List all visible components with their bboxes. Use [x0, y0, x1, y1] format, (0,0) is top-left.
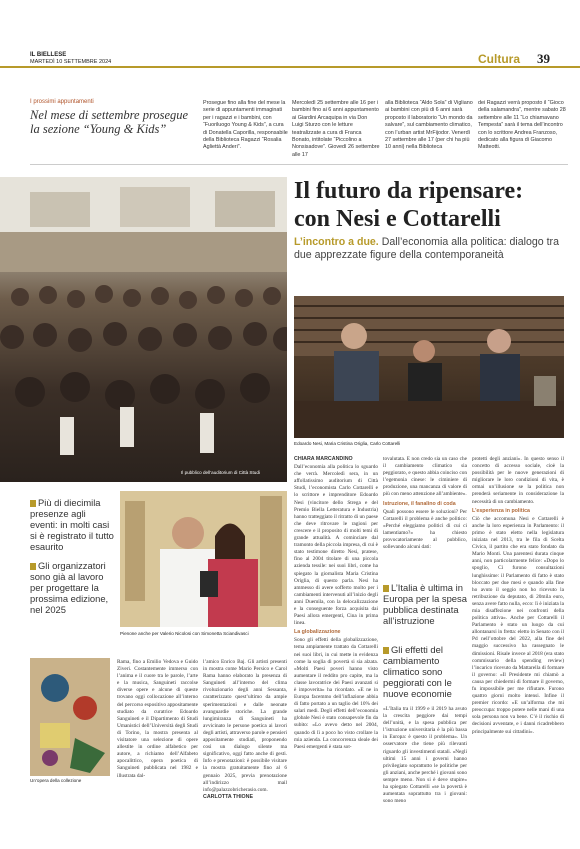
pull-quote-1-text: Più di diecimila presenze agli eventi: in molti casi si è registrato il tutto esaurito	[30, 497, 114, 552]
article-column-2	[383, 456, 467, 592]
events-col-4: dei Ragazzi verrà proposto il “Gioco della salamandra”, mentre sabato 28 settembre alle 11 “Lo chiamavano Tempesta” sarà il tema dell’incontro con lo scrittore Andrea Franzoso, dedicato alla figura di Giacomo Matteotti.	[478, 100, 566, 151]
events-divider	[30, 164, 568, 165]
pull-quote-2	[30, 560, 114, 615]
article-col1-text-2: Sono gli effetti della globalizzazione, tema ampiamente trattato da Cottarelli nei suoi libri, in cui mette in evidenza come la soglia di povertà si sia alzata. «Molti Paesi poveri hanno visto aumentare il reddito pro capite, ma la classe lavoratrice dei Paesi avanzati si è impoverita» ha ricordato. «E ne in Europa facemmo dell’inflazione abbia di fatto portato a un taglio del 10% dei salari medi. Degli effetti dell’economia globale Nesi è stato consapevole fin da subito: «Lo avevo detto nel 2004, quando di lì a poco ho visto crollare la mia azienda. La concorrenza sleale dei Paesi emergenti è stata sot-	[294, 637, 378, 750]
events-kicker: I prossimi appuntamenti	[30, 99, 94, 105]
article-col3-text-2: Ciò che accomuna Nesi e Cottarelli è anche la loro esperienza in Parlamento: il primo è stato eletto nella legislatura iniziata nel 2013, tra le fila di Scelta Civica, il partito che era stato fondato da Mario Monti. Una parentesi durata cinque anni, non particolarmente felice: «Dopo lo spoglio, Ci furono consultazioni lunghissime: il Parlamento di fatto è stato bloccato per due mesi e quando alla fine ho avuto il seggio non ho ricevuto la retribuzione da deputato, di 20mila euro, senza avere fatto nulla, ecco: lì è iniziata la mia disaffezione nei confronti della politica attiva». Anche per Cottarelli il Parlamento è stato un luogo da cui allontanarsi in fretta: eletto in Senato con il Pd nell’ottobre del 2022, alla fine del maggio successivo ha rassegnato le dimissioni. Risale invece al 2018 (era stato commissario della spending review) l’incarico ricevuto da Mattarella di formare il governo: «Il Presidente mi chiamò a causa per chiedermi di formare il governo, fu impossibile per me rifiutare. Furono quattro giorni molto intensi. Infine il premier ricordo: «E un’alforma che mi preoccupa: troppo potere nelle mani di una sola persona non va bene. C’è il rischio di decisioni avventate, e i danni ricadrebbero principalmente sui cittadini».	[472, 515, 564, 735]
article-column-2b	[383, 706, 467, 846]
speakers-illustration	[294, 296, 564, 438]
section-label: Cultura	[478, 52, 520, 66]
art-column-1: Rama, fino a Emilio Vedova e Guido Ziveri. Costantemente immerso con l’anima e il cuore tra le parole, l’arte e la musica, Sanguineti raccolse diverse opere e alcune di queste trovano oggi collocazione all’interno del percorso espositivo appositamente studiato da curatrice Edoardo Sanguineti e il Dipartimento di Studi Umanistici dell’Università degli Studi di Torino, la mostra presenta al visitatore una selezione di opere allestite in ordine alfabetico per autore, a richiamo dell’Alfabeto apocalittico, opera poetica di Sanguineti pubblicata nel 1982 e illustrata dal-	[117, 659, 198, 779]
auditorium-photo	[0, 177, 287, 482]
header-bar-cover	[0, 68, 580, 94]
article-title: Il futuro da ripensare: con Nesi e Cottarelli	[294, 178, 524, 232]
auditorium-caption: Il pubblico dell’auditorium di Città Studi	[181, 470, 260, 475]
subhead-esperienza: L’esperienza in politica	[472, 507, 530, 514]
pull-quote-1	[30, 497, 114, 552]
artwork-caption: Un’opera della collezione	[30, 778, 82, 783]
article-byline: CHIARA MARCANDINO	[294, 456, 353, 462]
pull-quote-marker	[383, 585, 389, 592]
subhead-istruzione: Istruzione, il fanalino di coda	[383, 500, 456, 507]
header-rule	[0, 66, 580, 68]
auditorium-illustration	[0, 177, 287, 482]
lead-text: Dall’economia alla politica: dialogo tra due apprezzate figure della contemporaneità	[294, 236, 559, 261]
article-column-1	[294, 456, 378, 846]
portrait-illustration	[120, 491, 287, 627]
events-headline: Nel mese di settembre prosegue la sezione “Young & Kids”	[30, 108, 189, 136]
artwork-photo	[30, 658, 110, 776]
article-lead	[294, 236, 564, 262]
page-number: 39	[537, 51, 550, 66]
issue-date: MARTEDÌ 10 SETTEMBRE 2024	[30, 58, 112, 65]
pull-quote-3	[383, 582, 469, 626]
pull-quote-4-text: Gli effetti del cambiamento climatico sono peggiorati con le nuove economie	[383, 644, 452, 699]
events-col-3: alla Biblioteca “Aldo Sola” di Vigliano ai bambini con più di 6 anni sarà proposto il laboratorio “Un mondo da salvare”, sul cambiamento climatico, con l’urban artist MrFijodor. Venerdì 27 settembre alle 17 (per chi ha più 10 anni) nella Biblioteca	[385, 100, 473, 151]
article-col3-text: protetti degli anziani». In questo senso il concetto di accesso sociale, cioè la possibilità per le nuove generazioni di migliorare le loro condizioni di vita, è ormai un’illusione se la politica non prenderà seriamente in considerazione la necessità di un cambiamento.	[472, 456, 564, 505]
article-col2-text: tovalutata. E non credo sia un caso che il cambiamento climatico sia peggiorato, e questo abbia coinciso con l’egemonia cinese: le ciminiere di produzione, una mancanza di valore di più con meno attenzione all’ambiente».	[383, 456, 467, 498]
events-col-2: Mercoledì 25 settembre alle 16 per i bambini fino ai 6 anni appuntamento ai Giardini Arcaquipa in via Don Luigi Sturzo con le letture teatralizzate a cura di Franca Bonato, intitolate “Piccolino a Nonsisadove”. Giovedì 26 settembre alle 17	[292, 100, 380, 158]
speakers-caption: Edoardo Nesi, Maria Cristina Origlia, Carlo Cottarelli	[294, 441, 401, 446]
art-column-2	[203, 659, 287, 801]
artwork-illustration	[30, 658, 110, 776]
speakers-photo	[294, 296, 564, 438]
pull-quote-marker	[30, 563, 36, 570]
portrait-photo	[120, 491, 287, 627]
masthead	[30, 52, 111, 65]
portrait-caption: Pienone anche per Valerio Nicolosi con Simonetta Sciandivasci	[120, 631, 249, 636]
paper-name: IL BIELLESE	[30, 52, 67, 58]
article-col2-text-3: «L’Italia tra il 1999 e il 2019 ha avuto la crescita peggiore dai tempi dell’unità, e la spesa pubblica per l’istruzione universitaria è la più bassa in Europa: è questo il problema». Un osservatore che tiene più rilevanti riguardo gli investimenti statali. «Negli ultimi 15 anni i governi hanno privilegiato soprattutto le politiche per gli anziani, anche perché i giovani sono sempre meno. Non si è deve stupire» ha spiegato Cottarelli «se la povertà è aumentata soprattutto tra i giovani: sono meno	[383, 706, 467, 805]
lead-kicker: L’incontro a due.	[294, 236, 379, 248]
article-column-3	[472, 456, 564, 846]
pull-quote-2-text: Gli organizzatori sono già al lavoro per progettare la prossima edizione, nel 2025	[30, 560, 109, 615]
events-col-1: Prosegue fino alla fine del mese la serie di appuntamenti immaginati per i ragazzi e i bambini, con “Fuoriluogo Young & Kids”, a cura di Donatella Caporilla, responsabile della Biblioteca Ragazzi “Rosalia Agliettà Anderi”.	[203, 100, 288, 151]
art-column-2-text: l’amico Enrico Baj. Gli artisti presenti in mostra come Mario Persico e Carol Rama hanno elaborato la presenza di Sanguineti all’interno del clima rivoluzionario degli anni Sessanta, caratterizzato quest’ultimo da ampie sperimentazioni e dalle neonate avanguardie storiche. La grande lungimiranza di Sanguineti ha avvicinato le persone poetica ai lavori degli artisti, attraverso parole e pensieri appositamente studiati, proponendo così un dialogo silente ma significativo, oggi fatto anche di gesti. Info e prenotazioni: è possibile visitare la mostra gratuitamente fino al 6 gennaio 2025, previa prenotazione all’indirizzo mail info@palazzobricherasio.com.	[203, 659, 287, 793]
art-signature: CARLOTTA THIONE	[203, 793, 254, 800]
pull-quote-marker	[383, 647, 389, 654]
article-col1-text: Dall’economia alla politica lo sguardo che verrà. Mercoledì sera, in un affollatissimo auditorium di Città Studi, l’economista Carlo Cottarelli e lo scrittore e imprenditore Edoardo Nesi (vincitore dello Strega e del Premio Biella Letteratura e Industria) hanno tratteggiato il ritratto di un paese che deve ritrovare le ragioni per crescere e il proposito di molti temi di grande attualità. A cominciare dal tramonto della piccola impresa, di cui è stato testimone diretto Nesi, pratese, fino al 2004 titolare di una piccola azienda tessile: nei suoi libri, come ha spiegato la giornalista Maria Cristina Origlia, di questo parla. Nesi ha ammesso di avere sofferto molto per i cambiamenti intervenuti all’inizio degli anni Duemila, con la delocalizzazione e la conseguente forza acquisita dai Paesi allora emergenti, Cina in prima linea.	[294, 464, 378, 627]
pull-quote-4	[383, 644, 469, 699]
subhead-globalizzazione: La globalizzazione	[294, 629, 341, 636]
pull-quote-marker	[30, 500, 36, 507]
pull-quote-3-text: L’Italia è ultima in Europa per la spesa pubblica destinata all’istruzione	[383, 582, 467, 626]
article-col2-text-2: Quali possono essere le soluzioni? Per Cottarelli il problema è anche politico: «Perché eleggiamo politici di cui ci lamentiamo?» ha chiesto provocatoriamente al pubblico, sollevando alcuni dati:	[383, 508, 467, 551]
